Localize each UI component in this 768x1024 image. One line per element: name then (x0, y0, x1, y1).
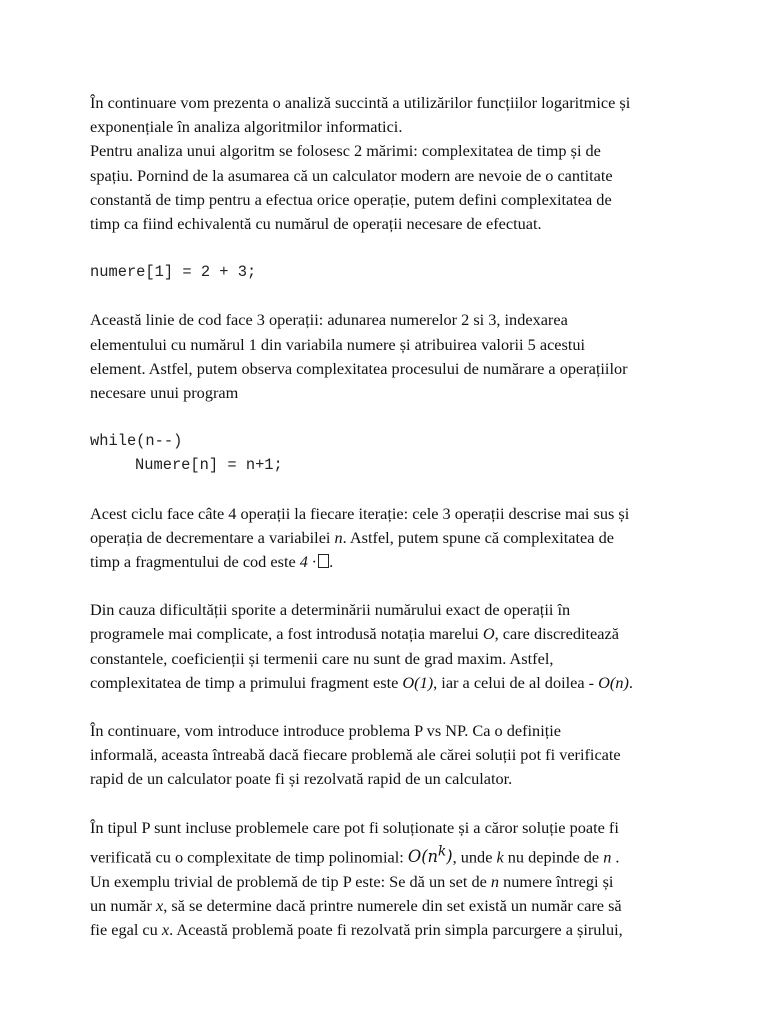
class-p-paragraph (90, 816, 680, 942)
operations-paragraph (90, 308, 680, 405)
text-line (90, 671, 680, 695)
code-line: while(n--) (90, 432, 183, 451)
text-line: exponențiale în analiza algoritmilor informatici. (90, 117, 403, 137)
variable-n: n (334, 527, 343, 547)
paragraph-gap (90, 405, 680, 429)
text-span: . (628, 672, 633, 692)
text-span: . (329, 552, 334, 572)
formula-close: ) (446, 847, 453, 867)
text-line (90, 550, 680, 574)
paragraph-gap (90, 236, 680, 260)
code-snippet-1: numere[1] = 2 + 3; (90, 263, 257, 282)
math-expression: O(1) (402, 672, 434, 692)
text-span: , unde (452, 847, 497, 867)
text-line: element. Astfel, putem observa complexitatea procesului de numărare a operațiilor (90, 358, 628, 378)
formula-base: O(n (407, 847, 439, 867)
text-span: verificată cu o complexitate de timp polinomial: (90, 847, 408, 867)
text-span: numere întregi și (499, 871, 614, 891)
missing-glyph-box (318, 554, 329, 568)
text-line: informală, aceasta întreabă dacă fiecare problemă ale cărei soluții pot fi verificate (90, 745, 621, 765)
text-span: , care discreditează (494, 624, 619, 644)
intro-paragraph (90, 91, 680, 139)
document-page (90, 91, 680, 942)
text-line: spațiu. Pornind de la asumarea că un calculator modern are nevoie de o cantitate (90, 165, 613, 185)
paragraph-gap (90, 574, 680, 598)
text-line (90, 622, 680, 646)
text-line: Această linie de cod face 3 operații: adunarea numerelor 2 si 3, indexarea (90, 310, 568, 330)
text-span: , să se determine dacă printre numerele din set există un număr care să (163, 895, 622, 915)
variable-x: x (161, 919, 170, 939)
loop-paragraph (90, 502, 680, 575)
text-line: Din cauza dificultății sporite a determinării numărului exact de operații în (90, 600, 571, 620)
text-line: În continuare, vom introduce introduce problema P vs NP. Ca o definiție (90, 721, 561, 741)
text-line (90, 870, 680, 894)
text-span: complexitatea de timp a primului fragment este (90, 672, 403, 692)
text-span: fie egal cu (90, 919, 162, 939)
text-line: timp ca fiind echivalentă cu numărul de operații necesare de efectuat. (90, 214, 542, 234)
text-span: nu depinde de (503, 847, 604, 867)
text-line (90, 526, 680, 550)
text-line: Pentru analiza unui algoritm se folosesc 2 mărimi: complexitatea de timp și de (90, 141, 601, 161)
big-o-paragraph (90, 598, 680, 695)
text-span: un număr (90, 895, 157, 915)
math-expression: O(n) (598, 672, 629, 692)
text-line: În tipul P sunt incluse problemele care pot fi soluționate și a căror soluție poate fi (90, 817, 619, 837)
text-line (90, 894, 680, 918)
math-expression: 4 · (299, 552, 317, 572)
big-o-symbol: O (482, 624, 495, 644)
text-line: necesare unui program (90, 383, 239, 403)
text-span: Un exemplu trivial de problemă de tip P este: Se dă un set de (90, 871, 491, 891)
formula-exponent: k (438, 843, 447, 860)
paragraph-gap (90, 792, 680, 816)
text-line: elementului cu numărul 1 din variabila numere și atribuirea valorii 5 acestui (90, 334, 586, 354)
variable-k: k (496, 847, 504, 867)
text-span: timp a fragmentului de cod este (90, 552, 300, 572)
code-line: Numere[n] = n+1; (135, 456, 283, 475)
variable-x: x (156, 895, 164, 915)
p-vs-np-paragraph (90, 719, 680, 792)
text-span: . Astfel, putem spune că complexitatea de (342, 527, 614, 547)
text-span: . (611, 847, 620, 867)
text-span: operația de decrementare a variabilei (90, 527, 335, 547)
variable-n: n (603, 847, 612, 867)
complexity-paragraph (90, 139, 680, 236)
text-line (90, 918, 680, 942)
text-line: Acest ciclu face câte 4 operații la fiecare iterație: cele 3 operații descrise mai sus și (90, 503, 630, 523)
text-line: rapid de un calculator poate fi și rezolvată rapid de un calculator. (90, 769, 513, 789)
text-line: În continuare vom prezenta o analiză succintă a utilizărilor funcțiilor logaritmice și (90, 93, 631, 112)
text-line (90, 840, 680, 870)
text-span: programele mai complicate, a fost introdusă notația marelui (90, 624, 483, 644)
variable-n: n (490, 871, 500, 891)
paragraph-gap (90, 478, 680, 502)
paragraph-gap (90, 284, 680, 308)
text-line: constantă de timp pentru a efectua orice operație, putem defini complexitatea de (90, 189, 612, 209)
paragraph-gap (90, 695, 680, 719)
polynomial-formula (407, 843, 453, 867)
code-snippet-2 (90, 429, 680, 477)
text-span: . Această problemă poate fi rezolvată prin simpla parcurgere a șirului, (169, 919, 623, 939)
text-line: constantele, coeficienții și termenii care nu sunt de grad maxim. Astfel, (90, 648, 554, 668)
text-span: , iar a celui de al doilea - (433, 672, 599, 692)
